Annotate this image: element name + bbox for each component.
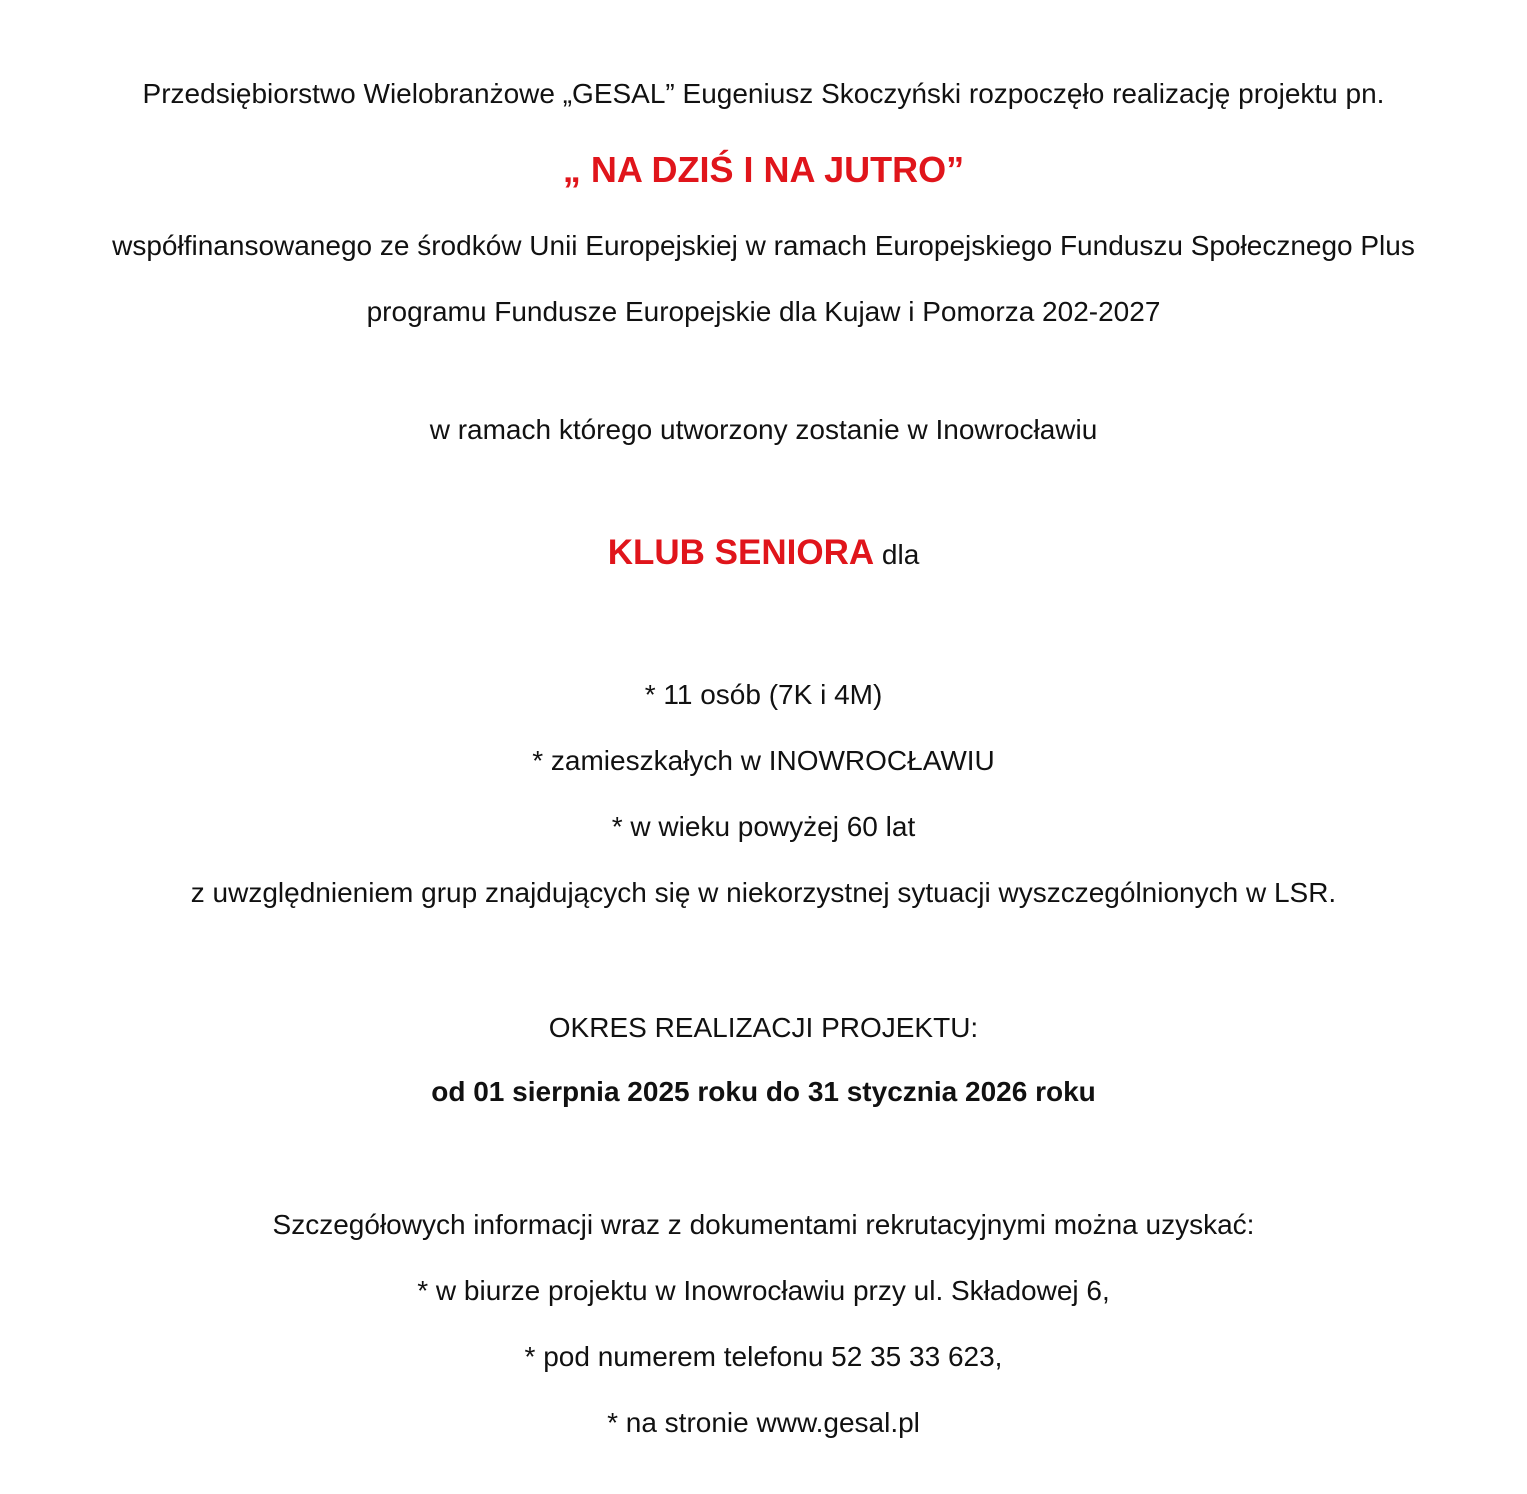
criteria-item-age: * w wieku powyżej 60 lat	[611, 811, 916, 842]
contact-office: * w biurze projektu w Inowrocławiu przy ul. Składowej 6,	[417, 1275, 1110, 1306]
club-suffix: dla	[874, 539, 920, 570]
club-name: KLUB SENIORA	[607, 533, 875, 572]
criteria-item-residence: * zamieszkałych w INOWROCŁAWIU	[532, 745, 995, 776]
info-intro: Szczegółowych informacji wraz z dokumentami rekrutacyjnymi można uzyskać:	[272, 1209, 1255, 1240]
criteria-note: z uwzględnieniem grup znajdujących się w niekorzystnej sytuacji wyszczególnionych w LSR.	[190, 877, 1337, 908]
contact-phone: * pod numerem telefonu 52 35 33 623,	[524, 1341, 1003, 1372]
intro-text: Przedsiębiorstwo Wielobranżowe „GESAL” Eugeniusz Skoczyński rozpoczęło realizację projektu pn.	[142, 78, 1385, 109]
club-heading	[0, 535, 1527, 573]
criteria-item-count: * 11 osób (7K i 4M)	[644, 679, 883, 710]
period-label: OKRES REALIZACJI PROJEKTU:	[548, 1012, 979, 1043]
project-title: „ NA DZIŚ I NA JUTRO”	[562, 149, 965, 190]
club-intro-text: w ramach którego utworzony zostanie w Inowrocławiu	[429, 414, 1098, 445]
period-value: od 01 sierpnia 2025 roku do 31 stycznia 2026 roku	[431, 1076, 1096, 1107]
funding-line-1: współfinansowanego ze środków Unii Europejskiej w ramach Europejskiego Funduszu Społecznego Plus	[112, 230, 1415, 261]
funding-line-2: programu Fundusze Europejskie dla Kujaw i Pomorza 202-2027	[366, 296, 1161, 327]
contact-website: * na stronie www.gesal.pl	[607, 1407, 920, 1438]
